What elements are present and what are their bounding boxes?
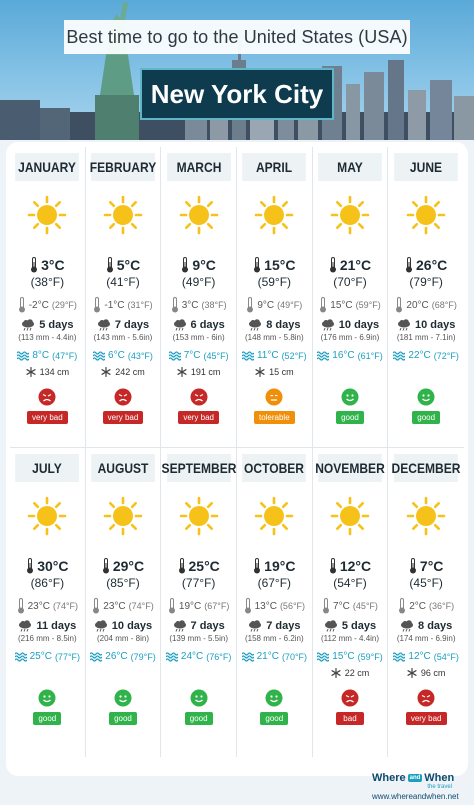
high-temp-f: (49°F) — [181, 275, 216, 289]
thermometer-icon — [405, 257, 413, 273]
rain-days — [324, 620, 376, 632]
low-temp-f: (29°F) — [51, 300, 77, 310]
high-temp-c: 30°C — [37, 558, 69, 574]
month-card-july — [10, 447, 86, 757]
high-temperature — [253, 257, 295, 273]
low-temp-c: 23°C — [103, 600, 126, 612]
snowfall — [177, 366, 221, 378]
month-name: SEPTEMBER — [167, 454, 231, 482]
low-temp-f: (59°F) — [355, 300, 381, 310]
month-name: APRIL — [242, 153, 306, 181]
rain-amount: (204 mm - 8in) — [96, 634, 149, 643]
sea-temp-c: 25°C — [29, 651, 52, 662]
rain-days — [18, 620, 76, 632]
month-card-november — [313, 447, 389, 757]
sea-temp-f: (77°F) — [54, 651, 81, 662]
high-temperature — [106, 257, 141, 273]
rain-days — [397, 319, 455, 331]
high-temp-c: 5°C — [116, 257, 141, 273]
logo-word-2: When — [424, 772, 455, 784]
sea-temperature — [93, 350, 153, 361]
thermometer-icon — [26, 558, 34, 574]
low-temp-c: -2°C — [28, 299, 49, 311]
rating-face-icon — [341, 388, 359, 406]
snowfall-value: 191 cm — [190, 367, 221, 377]
waves-icon — [317, 351, 329, 361]
snowflake-icon — [101, 367, 111, 377]
snowfall — [331, 667, 370, 679]
snowfall — [255, 366, 294, 378]
thermometer-icon — [178, 558, 186, 574]
high-temp-f: (41°F) — [106, 275, 140, 289]
sea-temperature — [17, 350, 77, 361]
sea-temperature — [317, 350, 382, 361]
waves-icon — [17, 351, 29, 361]
page-title: New York City — [140, 68, 334, 120]
high-temp-f: (79°F) — [409, 275, 443, 289]
rain-days-value: 8 days — [418, 620, 453, 632]
snowfall — [101, 366, 145, 378]
high-temperature — [405, 257, 447, 273]
month-card-february — [86, 147, 162, 447]
high-temperature — [181, 257, 216, 273]
high-temp-f: (77°F) — [181, 576, 216, 590]
rain-days-value: 10 days — [414, 319, 456, 331]
thermometer-low-icon — [171, 297, 179, 313]
low-temperature — [168, 598, 229, 614]
sea-temp-c: 24°C — [180, 651, 204, 662]
rain-days-value: 6 days — [190, 319, 225, 331]
rain-amount: (174 mm - 6.9in) — [396, 634, 456, 643]
rain-amount: (176 mm - 6.9in) — [320, 333, 380, 342]
sea-temp-c: 8°C — [32, 350, 50, 361]
month-name: OCTOBER — [242, 454, 306, 482]
sea-temp-f: (54°F) — [433, 651, 459, 662]
rain-amount: (139 mm - 5.5in) — [169, 634, 228, 643]
thermometer-low-icon — [395, 297, 403, 313]
month-name: JANUARY — [16, 153, 80, 181]
snowflake-icon — [177, 367, 187, 377]
high-temperature — [409, 558, 444, 574]
rain-cloud-icon — [324, 620, 338, 632]
snowfall-value: 15 cm — [269, 367, 294, 377]
rain-days-value: 7 days — [114, 319, 150, 331]
sea-temperature — [393, 350, 458, 361]
thermometer-icon — [329, 558, 337, 574]
low-temp-c: 13°C — [254, 600, 277, 612]
rain-cloud-icon — [173, 319, 187, 331]
high-temp-f: (54°F) — [333, 576, 367, 590]
low-temp-c: -1°C — [104, 299, 125, 311]
rating-face-icon — [265, 388, 283, 406]
low-temp-c: 9°C — [257, 299, 275, 311]
snowflake-icon — [407, 668, 417, 678]
rating-face-icon — [114, 388, 132, 406]
rain-days — [173, 620, 225, 632]
logo-word-1: Where — [372, 772, 406, 784]
rain-cloud-icon — [94, 620, 108, 632]
rating-face-icon — [265, 689, 283, 707]
rain-days-value: 8 days — [266, 319, 301, 331]
sea-temp-f: (43°F) — [127, 350, 153, 361]
month-card-january — [10, 147, 86, 447]
low-temp-c: 7°C — [333, 600, 350, 612]
waves-icon — [393, 351, 405, 361]
high-temp-f: (38°F) — [30, 275, 65, 289]
high-temp-c: 9°C — [192, 257, 216, 273]
high-temp-c: 19°C — [264, 558, 296, 574]
sea-temp-c: 7°C — [183, 350, 201, 361]
rating-badge: very bad — [406, 712, 447, 725]
waves-icon — [90, 652, 102, 662]
snowflake-icon — [26, 367, 36, 377]
snowfall-value: 134 cm — [39, 367, 70, 377]
rating-badge: bad — [336, 712, 364, 725]
sun-icon — [103, 195, 143, 235]
snowfall-value: 22 cm — [344, 668, 370, 678]
low-temperature — [395, 297, 456, 313]
sea-temp-c: 15°C — [332, 651, 355, 662]
low-temp-f: (56°F) — [279, 601, 306, 611]
high-temperature — [253, 558, 295, 574]
month-card-december — [388, 447, 464, 757]
rain-days — [97, 319, 149, 331]
sea-temp-f: (79°F) — [130, 651, 156, 662]
high-temp-c: 15°C — [264, 257, 296, 273]
low-temp-f: (38°F) — [201, 300, 227, 310]
low-temp-c: 2°C — [409, 600, 426, 612]
logo-url: www.whereandwhen.net — [372, 792, 459, 801]
rain-days — [400, 620, 452, 632]
sea-temp-c: 16°C — [332, 350, 355, 361]
month-name: JUNE — [394, 153, 458, 181]
low-temp-f: (74°F) — [128, 601, 154, 611]
waves-icon — [93, 351, 105, 361]
waves-icon — [242, 652, 254, 662]
sea-temp-f: (70°F) — [281, 651, 308, 662]
rain-days-value: 5 days — [39, 319, 74, 331]
snowfall — [407, 667, 446, 679]
low-temperature — [322, 598, 378, 614]
low-temp-c: 23°C — [27, 600, 50, 612]
high-temperature — [26, 558, 68, 574]
sea-temp-c: 12°C — [408, 651, 431, 662]
sea-temp-c: 22°C — [408, 350, 431, 361]
sun-icon — [254, 496, 294, 536]
high-temperature — [329, 558, 371, 574]
high-temp-c: 21°C — [339, 257, 372, 273]
low-temp-f: (36°F) — [429, 601, 455, 611]
rating-face-icon — [341, 689, 359, 707]
high-temp-c: 26°C — [416, 257, 448, 273]
low-temp-f: (49°F) — [277, 300, 303, 310]
month-card-march — [161, 147, 237, 447]
thermometer-icon — [253, 257, 261, 273]
rain-cloud-icon — [173, 620, 187, 632]
low-temperature — [171, 297, 227, 313]
rain-days — [321, 319, 379, 331]
rating-face-icon — [38, 689, 56, 707]
rain-days — [173, 319, 225, 331]
high-temp-f: (67°F) — [257, 576, 292, 590]
low-temp-c: 3°C — [181, 299, 199, 311]
month-name: NOVEMBER — [318, 454, 382, 482]
rain-amount: (216 mm - 8.5in) — [17, 634, 77, 643]
rain-days-value: 5 days — [341, 620, 377, 632]
sun-icon — [27, 496, 67, 536]
rain-cloud-icon — [21, 319, 35, 331]
sea-temperature — [242, 350, 307, 361]
brand-logo — [372, 772, 472, 802]
rain-amount: (158 mm - 6.2in) — [244, 634, 304, 643]
month-name: MAY — [318, 153, 382, 181]
thermometer-icon — [30, 257, 38, 273]
thermometer-icon — [409, 558, 417, 574]
low-temp-f: (68°F) — [431, 300, 457, 310]
sea-temp-f: (59°F) — [357, 651, 383, 662]
rain-amount: (181 mm - 7.1in) — [396, 333, 456, 342]
rain-amount: (112 mm - 4.4in) — [320, 634, 380, 643]
sun-icon — [330, 195, 370, 235]
waves-icon — [15, 652, 27, 662]
sea-temp-f: (52°F) — [281, 350, 307, 361]
thermometer-icon — [106, 257, 114, 273]
snowfall-value: 96 cm — [420, 668, 446, 678]
sun-icon — [179, 195, 219, 235]
low-temperature — [246, 297, 302, 313]
sea-temperature — [169, 350, 229, 361]
sea-temperature — [242, 651, 307, 662]
logo-word-mid: and — [409, 775, 421, 781]
low-temp-c: 15°C — [330, 299, 353, 311]
month-card-april — [237, 147, 313, 447]
sea-temperature — [15, 651, 80, 662]
rain-days-value: 11 days — [36, 620, 77, 632]
high-temp-f: (86°F) — [30, 576, 65, 590]
high-temp-c: 3°C — [41, 257, 65, 273]
thermometer-low-icon — [93, 297, 101, 313]
rain-days — [248, 319, 300, 331]
month-card-may — [313, 147, 389, 447]
waves-icon — [317, 652, 329, 662]
rain-days-value: 7 days — [190, 620, 225, 632]
rain-days — [21, 319, 73, 331]
sun-icon — [330, 496, 370, 536]
low-temp-c: 20°C — [406, 299, 429, 311]
thermometer-low-icon — [17, 598, 25, 614]
rating-face-icon — [38, 388, 56, 406]
rating-badge: good — [33, 712, 61, 725]
thermometer-low-icon — [244, 598, 252, 614]
low-temp-f: (67°F) — [204, 601, 230, 611]
waves-icon — [169, 351, 181, 361]
thermometer-low-icon — [322, 598, 330, 614]
low-temperature — [398, 598, 454, 614]
thermometer-low-icon — [319, 297, 327, 313]
high-temp-c: 12°C — [339, 558, 372, 574]
waves-icon — [242, 351, 254, 361]
waves-icon — [166, 652, 178, 662]
rain-cloud-icon — [397, 319, 411, 331]
rating-badge: good — [109, 712, 137, 725]
sea-temperature — [166, 651, 231, 662]
rating-badge: very bad — [27, 411, 68, 424]
high-temp-f: (59°F) — [257, 275, 292, 289]
sea-temp-f: (76°F) — [206, 651, 232, 662]
sea-temp-f: (61°F) — [357, 350, 383, 361]
rating-badge: good — [185, 712, 213, 725]
snowfall-value: 242 cm — [115, 367, 145, 377]
rain-cloud-icon — [321, 319, 335, 331]
low-temperature — [244, 598, 305, 614]
thermometer-low-icon — [398, 598, 406, 614]
month-name: MARCH — [167, 153, 231, 181]
sea-temp-c: 11°C — [256, 350, 279, 361]
sea-temp-c: 6°C — [108, 350, 125, 361]
thermometer-low-icon — [168, 598, 176, 614]
high-temp-f: (85°F) — [106, 576, 140, 590]
high-temperature — [102, 558, 144, 574]
month-card-october — [237, 447, 313, 757]
rain-cloud-icon — [18, 620, 32, 632]
months-grid — [10, 147, 464, 757]
rain-days-value: 10 days — [338, 319, 380, 331]
snowflake-icon — [255, 367, 265, 377]
rating-badge: good — [412, 411, 440, 424]
rating-badge: tolerable — [254, 411, 295, 424]
sun-icon — [103, 496, 143, 536]
high-temperature — [30, 257, 65, 273]
header-skyline — [0, 0, 474, 140]
month-name: DECEMBER — [394, 454, 458, 482]
month-card-september — [161, 447, 237, 757]
thermometer-icon — [329, 257, 337, 273]
rain-cloud-icon — [248, 319, 262, 331]
low-temperature — [18, 297, 77, 313]
sun-icon — [406, 496, 446, 536]
rating-face-icon — [190, 388, 208, 406]
sea-temperature — [90, 651, 155, 662]
rain-days — [94, 620, 152, 632]
rain-days — [248, 620, 300, 632]
high-temp-c: 29°C — [112, 558, 145, 574]
low-temperature — [17, 598, 78, 614]
low-temp-c: 19°C — [178, 600, 202, 612]
waves-icon — [393, 652, 405, 662]
low-temp-f: (31°F) — [127, 300, 153, 310]
low-temp-f: (45°F) — [352, 601, 378, 611]
sea-temperature — [393, 651, 458, 662]
sun-icon — [27, 195, 67, 235]
month-name: FEBRUARY — [91, 153, 155, 181]
rating-badge: very bad — [103, 411, 144, 424]
page-subtitle-banner: Best time to go to the United States (USA) — [64, 20, 410, 54]
high-temp-f: (70°F) — [333, 275, 367, 289]
thermometer-icon — [253, 558, 261, 574]
rain-cloud-icon — [400, 620, 414, 632]
snowfall — [26, 366, 70, 378]
low-temperature — [92, 598, 153, 614]
rating-badge: good — [260, 712, 288, 725]
low-temperature — [319, 297, 380, 313]
high-temp-c: 7°C — [419, 558, 444, 574]
rain-days-value: 7 days — [266, 620, 301, 632]
sea-temp-f: (45°F) — [203, 350, 229, 361]
sea-temp-f: (47°F) — [52, 350, 78, 361]
high-temperature — [178, 558, 220, 574]
thermometer-low-icon — [246, 297, 254, 313]
thermometer-icon — [181, 257, 189, 273]
thermometer-low-icon — [18, 297, 26, 313]
low-temp-f: (74°F) — [52, 601, 79, 611]
thermometer-icon — [102, 558, 110, 574]
sea-temp-c: 26°C — [105, 651, 128, 662]
month-card-august — [86, 447, 162, 757]
sea-temperature — [317, 651, 382, 662]
rain-cloud-icon — [248, 620, 262, 632]
thermometer-low-icon — [92, 598, 100, 614]
rating-face-icon — [114, 689, 132, 707]
rating-badge: good — [336, 411, 364, 424]
high-temp-c: 25°C — [188, 558, 220, 574]
rain-amount: (148 mm - 5.8in) — [244, 333, 304, 342]
month-name: AUGUST — [91, 454, 155, 482]
rain-days-value: 10 days — [111, 620, 153, 632]
sun-icon — [406, 195, 446, 235]
rating-face-icon — [190, 689, 208, 707]
rain-amount: (143 mm - 5.6in) — [93, 333, 153, 342]
month-card-june — [388, 147, 464, 447]
high-temperature — [329, 257, 371, 273]
high-temp-f: (45°F) — [409, 576, 443, 590]
rating-face-icon — [417, 388, 435, 406]
sea-temp-f: (72°F) — [433, 350, 459, 361]
rating-face-icon — [417, 689, 435, 707]
snowflake-icon — [331, 668, 341, 678]
logo-tagline: the travel — [427, 784, 452, 790]
rain-amount: (153 mm - 6in) — [172, 333, 225, 342]
rating-badge: very bad — [178, 411, 219, 424]
sun-icon — [254, 195, 294, 235]
rain-cloud-icon — [97, 319, 111, 331]
rain-amount: (113 mm - 4.4in) — [18, 333, 77, 342]
sun-icon — [179, 496, 219, 536]
month-name: JULY — [16, 454, 80, 482]
low-temperature — [93, 297, 152, 313]
sea-temp-c: 21°C — [256, 651, 279, 662]
